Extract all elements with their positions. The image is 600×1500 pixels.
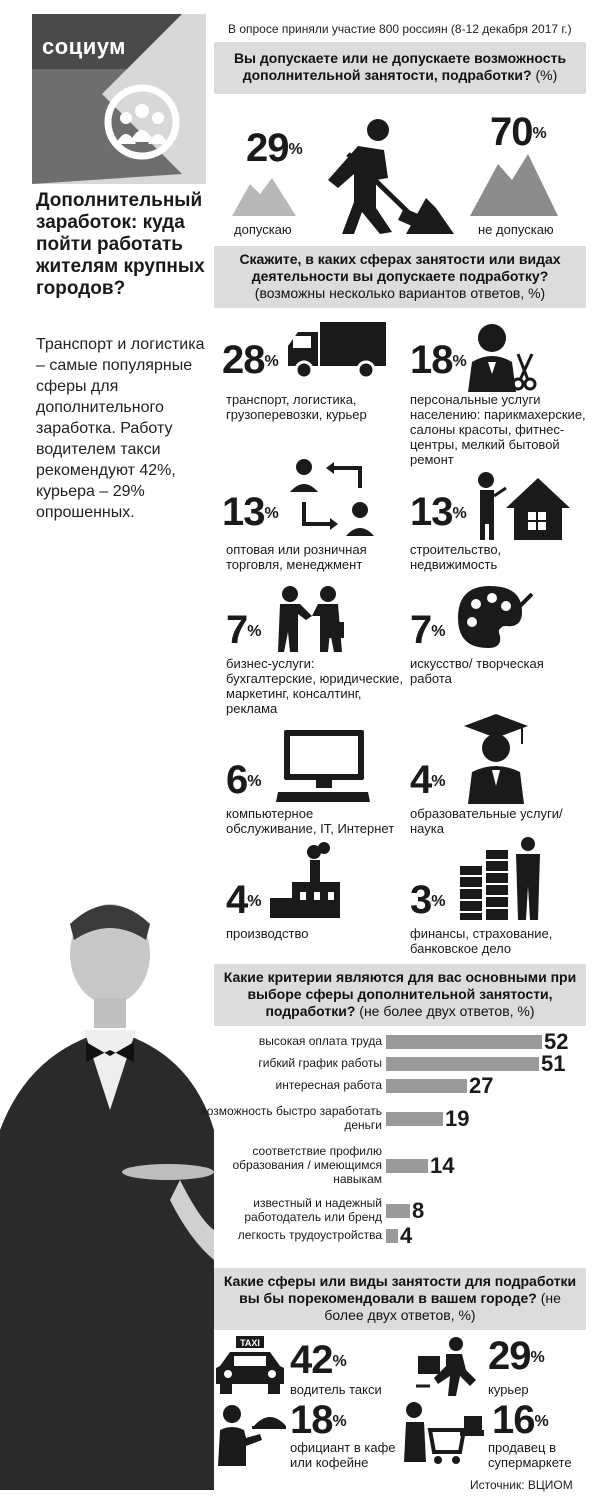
graduate-icon <box>464 714 528 804</box>
question-4-box <box>214 1268 586 1330</box>
taxi-icon <box>216 1336 284 1394</box>
bar-value-label: 14 <box>430 1153 455 1178</box>
handshake-icon <box>276 586 348 652</box>
bar-label: соответствие профилю образования / имеющимся навыкам <box>232 1144 382 1186</box>
question-4-note: (не более двух ответов, %) <box>324 1290 561 1323</box>
q2-item-7-value: 6% <box>226 758 262 802</box>
bar <box>386 1204 410 1218</box>
q4-item-2-value: 29% <box>488 1334 545 1378</box>
q2-item-5-value: 7% <box>226 608 262 652</box>
mountain-small-icon <box>232 172 296 216</box>
source-note: Источник: ВЦИОМ <box>470 1478 573 1492</box>
q2-item-3-value: 13% <box>222 490 279 534</box>
mountain-large-icon <box>470 150 558 216</box>
lead-text: Транспорт и логистика – самые популярные сферы для дополнительного заработка. Работу водителем такси рекомендуют 42%, курьера – 29% опрошенных. <box>36 336 205 521</box>
truck-icon <box>288 322 386 380</box>
q2-item-7-label: компьютерное обслуживание, IT, Интернет <box>226 806 395 836</box>
q2-item-6-label: искусство/ творческая работа <box>410 656 544 686</box>
realtor-house-icon <box>476 470 572 540</box>
bar-value-label: 19 <box>445 1106 470 1131</box>
courier-icon <box>416 1336 480 1396</box>
question-3-text: Какие критерии являются для вас основными при выборе сферы дополнительной занятости, подработки? <box>223 969 577 1019</box>
bar-label: высокая оплата труда <box>258 1034 382 1048</box>
q1-allow-value: 29% <box>246 126 303 170</box>
bar-value-label: 4 <box>400 1223 413 1248</box>
barber-icon <box>466 322 536 392</box>
q1-allow-label: допускаю <box>234 222 292 237</box>
coins-icon <box>456 836 548 920</box>
bar-label: легкость трудоустройства <box>237 1228 382 1242</box>
q2-item-4-label: строительство, недвижимость <box>410 542 502 572</box>
question-1-unit: (%) <box>535 67 558 83</box>
bar <box>386 1057 539 1071</box>
q2-item-4-value: 13% <box>410 490 467 534</box>
waiter-photo <box>0 880 214 1490</box>
factory-icon <box>270 842 340 918</box>
page-title: Дополнительный заработок: куда пойти работать жителям крупных городов? <box>36 190 205 299</box>
q2-item-8-label: образовательные услуги/ наука <box>410 806 563 836</box>
brand-name: социум <box>42 34 126 59</box>
q2-item-2-value: 18% <box>410 338 467 382</box>
bar-value-label: 27 <box>469 1073 494 1098</box>
q4-item-4-label: продавец в супермаркете <box>488 1440 572 1470</box>
q1-deny-label: не допускаю <box>478 222 554 237</box>
bar-value-label: 8 <box>412 1198 425 1223</box>
q2-item-10-value: 3% <box>410 878 446 922</box>
q2-item-1-value: 28% <box>222 338 279 382</box>
q4-item-2-label: курьер <box>488 1382 529 1397</box>
computer-icon <box>276 730 370 802</box>
q2-item-9-value: 4% <box>226 878 262 922</box>
q4-item-3-value: 18% <box>290 1398 347 1442</box>
bar-label: известный и надежный работодатель или бренд <box>244 1196 382 1224</box>
question-2-box <box>214 246 586 308</box>
question-1-text: Вы допускаете или не допускаете возможность дополнительной занятости, подработки? <box>233 50 567 83</box>
q4-item-4-value: 16% <box>492 1398 549 1442</box>
bar <box>386 1229 398 1243</box>
bar <box>386 1079 467 1093</box>
q2-item-9-label: производство <box>226 926 309 941</box>
question-3-box <box>214 964 586 1026</box>
criteria-bar-chart <box>200 1030 590 1260</box>
taxi-badge-text: TAXI <box>240 1338 260 1348</box>
bar-value-label: 52 <box>544 1029 569 1054</box>
waiter-icon <box>216 1404 286 1466</box>
cashier-icon <box>400 1400 484 1466</box>
bar <box>386 1035 542 1049</box>
bar-label: возможность быстро заработать деньги <box>200 1104 382 1132</box>
exchange-icon <box>290 458 376 538</box>
question-2-text: Скажите, в каких сферах занятости или видах деятельности вы допускаете подработку? <box>239 251 561 284</box>
q2-item-1-label: транспорт, логистика, грузоперевозки, курьер <box>226 392 367 422</box>
question-3-note: (не более двух ответов, %) <box>359 1003 535 1019</box>
survey-note: В опросе приняли участие 800 россиян (8-12 декабря 2017 г.) <box>228 22 572 36</box>
question-2-note: (возможны несколько вариантов ответов, %) <box>254 285 546 301</box>
bar-label: гибкий график работы <box>258 1056 382 1070</box>
brand-logo <box>32 14 206 184</box>
q2-item-2-label: персональные услуги населению: парикмахерские, салоны красоты, фитнес-центры, мелкий бытовой ремонт <box>410 392 586 467</box>
q4-item-1-value: 42% <box>290 1338 347 1382</box>
q2-item-3-label: оптовая или розничная торговля, менеджмент <box>226 542 367 572</box>
bar <box>386 1159 428 1173</box>
question-4-text: Какие сферы или виды занятости для подработки вы бы порекомендовали в вашем городе? <box>223 1273 577 1306</box>
digging-worker-icon <box>318 116 454 234</box>
bar-label: интересная работа <box>275 1078 382 1092</box>
bar <box>386 1112 443 1126</box>
q2-item-5-label: бизнес-услуги: бухгалтерские, юридические, маркетинг, консалтинг, реклама <box>226 656 403 716</box>
q4-item-3-label: официант в кафе или кофейне <box>290 1440 396 1470</box>
question-1-box <box>214 42 586 94</box>
bar-value-label: 51 <box>541 1051 566 1076</box>
q1-deny-value: 70% <box>490 110 547 154</box>
q2-item-6-value: 7% <box>410 608 446 652</box>
palette-icon <box>456 584 534 650</box>
q2-item-8-value: 4% <box>410 758 446 802</box>
q4-item-1-label: водитель такси <box>290 1382 382 1397</box>
q2-item-10-label: финансы, страхование, банковское дело <box>410 926 553 956</box>
